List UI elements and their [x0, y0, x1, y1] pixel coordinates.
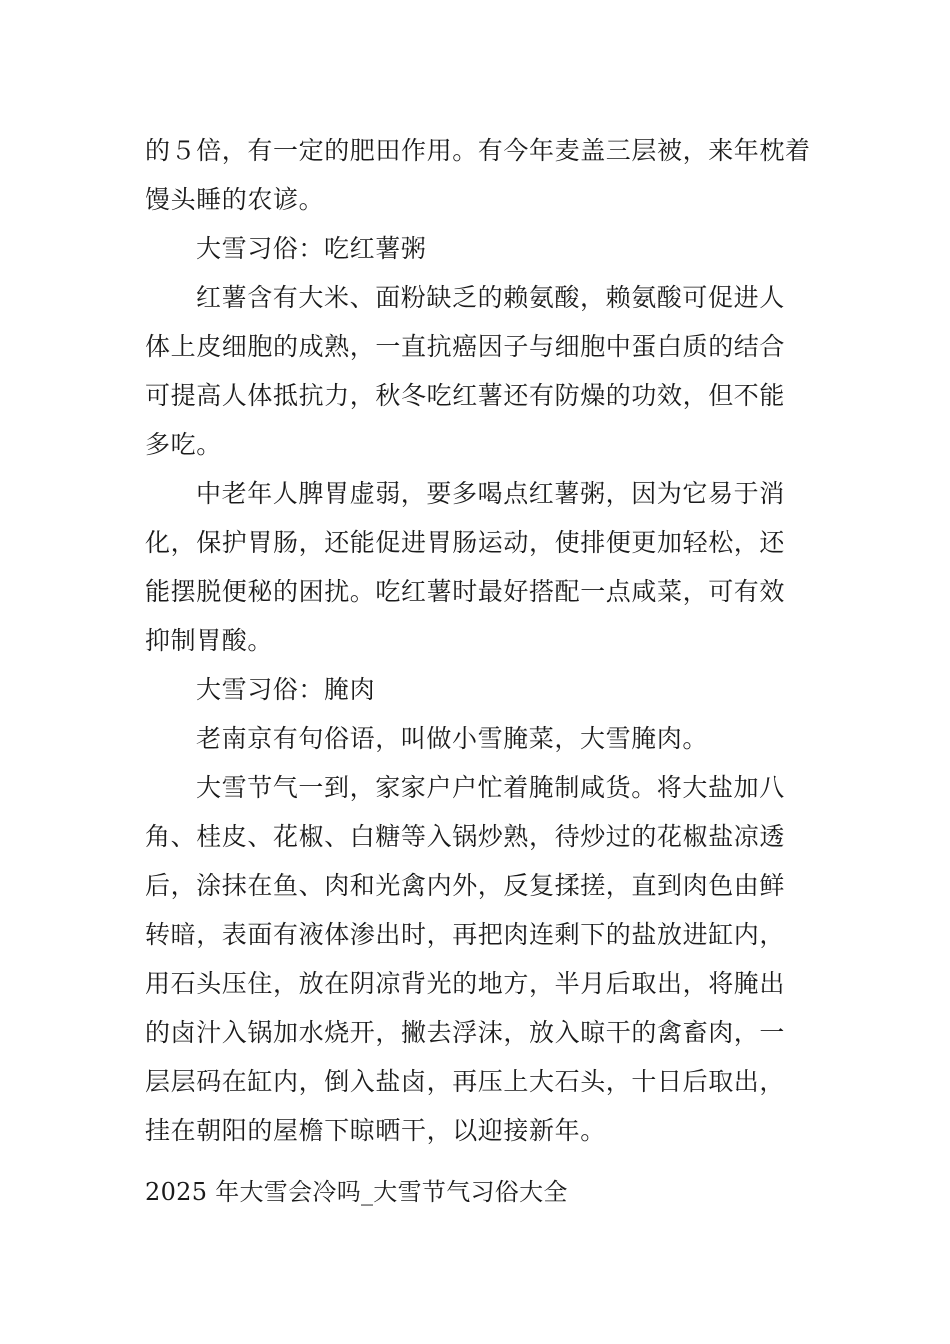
- body-line: 体上皮细胞的成熟，一直抗癌因子与细胞中蛋白质的结合: [145, 332, 786, 361]
- body-line: 用石头压住，放在阴凉背光的地方，半月后取出，将腌出: [145, 969, 786, 998]
- body-line: 转暗，表面有液体渗出时，再把肉连剩下的盐放进缸内，: [145, 920, 786, 949]
- body-line: 化，保护胃肠，还能促进胃肠运动，使排便更加轻松，还: [145, 528, 786, 557]
- body-line: 角、桂皮、花椒、白糖等入锅炒熟，待炒过的花椒盐凉透: [145, 822, 786, 851]
- body-line: 可提高人体抵抗力，秋冬吃红薯还有防燥的功效，但不能: [145, 381, 786, 410]
- section-heading: 大雪习俗：腌肉: [196, 675, 376, 704]
- body-line: 红薯含有大米、面粉缺乏的赖氨酸，赖氨酸可促进人: [196, 283, 785, 312]
- body-line: 中老年人脾胃虚弱，要多喝点红薯粥，因为它易于消: [196, 479, 785, 508]
- body-line: 馒头睡的农谚。: [145, 185, 325, 214]
- body-line: 多吃。: [145, 430, 222, 459]
- body-line: 层层码在缸内，倒入盐卤，再压上大石头，十日后取出，: [145, 1067, 786, 1096]
- body-line: 后，涂抹在鱼、肉和光禽内外，反复揉搓，直到肉色由鲜: [145, 871, 786, 900]
- body-line: 大雪节气一到，家家户户忙着腌制咸货。将大盐加八: [196, 773, 785, 802]
- body-line: 的５倍，有一定的肥田作用。有今年麦盖三层被，来年枕着: [145, 136, 811, 165]
- body-line: 能摆脱便秘的困扰。吃红薯时最好搭配一点咸菜，可有效: [145, 577, 786, 606]
- body-line: 抑制胃酸。: [145, 626, 274, 655]
- body-line: 挂在朝阳的屋檐下晾晒干，以迎接新年。: [145, 1116, 606, 1145]
- body-line: 老南京有句俗语，叫做小雪腌菜，大雪腌肉。: [196, 724, 709, 753]
- footer-title: 2025 年大雪会冷吗_大雪节气习俗大全: [145, 1178, 568, 1206]
- body-line: 的卤汁入锅加水烧开，撇去浮沫，放入晾干的禽畜肉，一: [145, 1018, 786, 1047]
- document-body: [145, 126, 811, 1155]
- section-heading: 大雪习俗：吃红薯粥: [196, 234, 427, 263]
